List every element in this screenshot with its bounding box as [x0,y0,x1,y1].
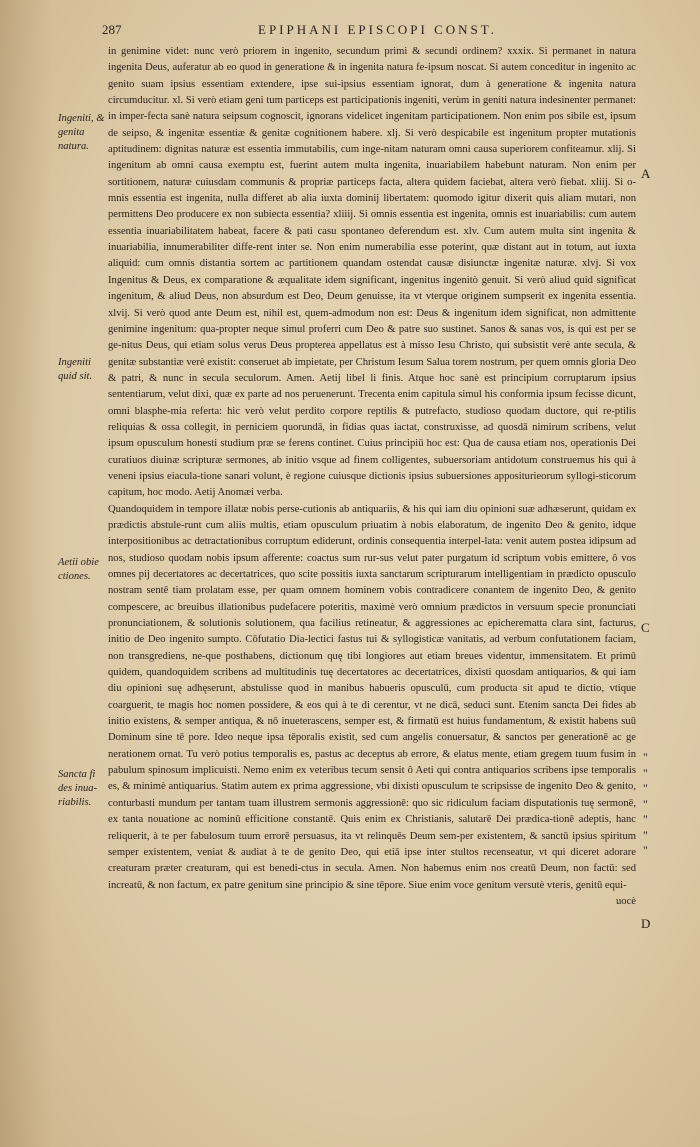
main-text-block [108,44,636,910]
margin-note-ingeniti-genita: Ingeniti, & genita natura. [58,113,105,152]
text-paragraph: in genimine videt: nunc verò priorem in ingenito, secundum primi & secundi ordinem? xxxix. Si permanet in natura ingenita Deus, auferatur ab eo quod in generatione & in ingenita natura fe-ipsum noscat. Si autem conceditur in ingenito ac genito suam ipsius essentiam extendere, ipse sui-ipsius essentiam ignorat, dum à generatione & ingenita natura circumducitur. xl. Si verò etiam geni tum particeps est participationis ingeniti, verùm in geniti natura indesinenter permanet: in imper-fecta sanè natura seipsum cognoscit, ignorans videlicet ingenitam participationem. Non enim pos sibile est, ipsum de seipso, & ingenitæ essentiæ & genitæ cognitionem habere. xlj. Si verò despicabile est ingenitum propter mutationis aptitudinem: dignitas naturæ est essentia immutabilis, cum inge-nitam naturam omni causa superiorem confiteamur. xlij. Si ingenitum ab omni causa exemptu est, fuerint autem multa ingenita, inuariabilem habebunt naturam. Non enim per sortitionem, naturæ cuiusdam communis & propriæ particeps facta, altera quidem faciebat, altera verò fiebat. xliij. Si o-mnis essentia est ingenita, nulla differet ab alia iuxta dominij libertatem: quomodo igitur dixerit quis aliam mutari, non permittens Deo producere ex non subiecta essentia? xliiij. Si omnis essentia est ingenita, omnis est inuariabilis: cum autem essentia inuariabilitatem habeat, facere & pati casu spontaneo deferendum est. xlv. Cum autem multa sint ingenita & inuariabilia, innumerabiliter diffe-rent inter se. Non enim numerabilia esse poterint, quæ distant aut in totum, aut iuxta aliquid: cum omnis distantia sortem ac partitionem quandam ostendat causæ disiunctæ ingenitæ naturæ. xlvj. Si vox Ingenitus & Deus, ex comparatione & æqualitate idem significant, ingenitus ingenitò genuit. Si verò aliud quid significat ingenitum, & aliud Deus, non absurdum est Deo, Deum genuisse, ita vt vterque originem sumpserit ex ingenita essentia. xlvij. Si verò quod ante Deum est, nihil est, quem-admodum non est: Deus & ingenitum idem significat, non admittente genimine ingenitum: qua-propter neque simul proferri cum Deo & patre suo sustinet. Sanos & sanas vos, is qui est per se ge-nitus Deus, qui etiam solus verus Deus propterea appellatus est à misso Iesu Christo, qui subsistit verè ante secula, & genitæ substantiæ verè existit: conseruet ab impietate, per Christum Iesum Salua torem nostrum, per quem omnis gloria Deo & patri, & nunc in secula seculorum. Amen. Aetij libel li finis. Atque hoc sanè est principium corruptarum ipsius sententiarum, velut dixi, quæ ex parte ad nos peruenerunt. Trecenta enim capitula simul his conformia ipsum fecisse dicunt, omni blasphe-mia referta: hic verò velut perdito corpore reptilis & putrefacto, studioso quodam ductore, qui re-ptilis reliquias & ossa collegit, in perniciem quorundā, in fidias quas iactat, construxisse, ad quosdā nimirum scribens, velut ipsum opusculum honesti studium præ se ferens continet. Cuius principiū hoc est: Qua de causa etiam nos, operationis Dei curatiuos diuinæ scripturæ sermones, ab initio vsque ad finem colligentes, subuersoriam antidotum construemus his qui à veneni ipsius eiacula-tione sanari volunt, è regione cuiusque dictionis ipsius subuersiones appositurieorum syllogi-sticorum capitum, hoc modo. Aetij Anomæi verba. [108,46,636,499]
text-paragraph: Quandoquidem in tempore illatæ nobis perse-cutionis ab antiquariis, & his qui iam diu opinioni suæ adhæserunt, quidam ex prædictis abstule-runt cum aliis multis, etiam opusculum priuatim à nobis elaboratum, de ingenito Deo & genito, idque interpositionibus ac detractationibus corruptum ediderunt, ordinis consequentia interpel-lata: venit autem postea idipsum ad nos, studioso quodam nobis ipsum afferente: coactus sum rur-sus velut pater purgatum id scriptum vobis emittere, ô vos omnes pij decertatores ac decertatrices, quo scite possitis iuxta sanctarum scripturarum intelligentiam in prædicto opusculo nostram sentē tiam prolatam esse, per quam omnem hominem vobis contradicere conantem de ingenito Deo, & genito compescere, ac breuibus illationibus pudefacere poteritis, maximè verò omnium prædictos in versuum specie pronunciati pronunciationem, & solutionis solutionem, qua facilius retineatur, & aggressiones ac epicherematta clara sint, facturus, initio de Deo ingenito sumpto. Cōfutatio Dia-lectici fastus tui & syllogisticæ vanitatis, ad verbum confutationem faciam, non transgrediens, ne-que posthabens, dictionum quę tibi longiores aut etiam breues videntur, immensitatem. Et primū quidem, quandoquidem scribens ad multitudinis tuę decertatores ac decertatrices, dixisti quosdam antiquarios, & qui iam diu opinioni suę adhęserunt, abstulisse quod in manibus habueris opusculū, cum producta sit apud te dictio, vtique coarguerit, te magis hoc nomen possidere, & eos qui à te di cerentur, vt ne dicā, seduci sunt. Etenim sancta Dei fides ab initio existens, & semper antiqua, & nō inueterascens, semper est, & firmatū est huius fundamentum, & existit habens suū Dominum sine tē pore. Ideo neque ipsa tēporalis existit, sed cum angelis conuersatur, & sanctos per generationē ac ge nerationem ornat. Tu verò potius temporalis es, pastus ac deceptus ab errore, & elatus mente, etiam gregem tuum fusim in pabulum spinosum implicuisti. Nemo enim ex veteribus tecum sensit ô Aeti qui contra antiquarios scribens ipse temporalis es, & minimè antiquarius. Statim autem ex prima aggressione, vbi dixisti opusculum te scripsisse de ingenito Deo & genito, conturbasti mundum per tantam tuam illustrem sermonis aggressionē: quo sic ridiculum faciam disputationis tuę sermonē, ex tanta nouatione ac nominū efficitione constantē. Quis enim ex Christianis, salutarē Dei prædica-tionē adeptis, hanc reliquerit, à te per fabulosum tuum errorē persuasus, ita vt relinquēs Deum sem-per existentem, & sanctū ipsius spiritum semper existentem, veniat & audiat à te de genito Deo, qui etiā ipse inter stultos recenseatur, vt qui diceret adorare creaturam præter creaturam, qui est benedi-ctus in secula. Amen. Non habemus enim nos creatū Deum, non factū: sed increatū, & non factum, ex patre genitum sine principio & sine tēpore. Siue enim voce genitum versutè vteris, genitū equi- [108,503,636,891]
margin-note-ingeniti-quid: Ingeniti quid sit. [58,357,93,382]
margin-note-sancta-fides: Sancta fi des inua- riabilis. [58,769,98,808]
page-gutter-shadow [0,0,52,1147]
margin-note-aetii-obiectiones: Aetii obie ctiones. [58,557,99,582]
catchword: uocè [616,895,636,907]
section-mark-c: C [641,620,650,635]
section-mark-a: A [641,166,651,181]
page-number: 287 [102,22,122,37]
marginal-quote-marks: " " " " " " " [643,750,648,857]
section-mark-d: D [641,916,651,931]
running-head: EPIPHANI EPISCOPI CONST. [258,22,497,37]
